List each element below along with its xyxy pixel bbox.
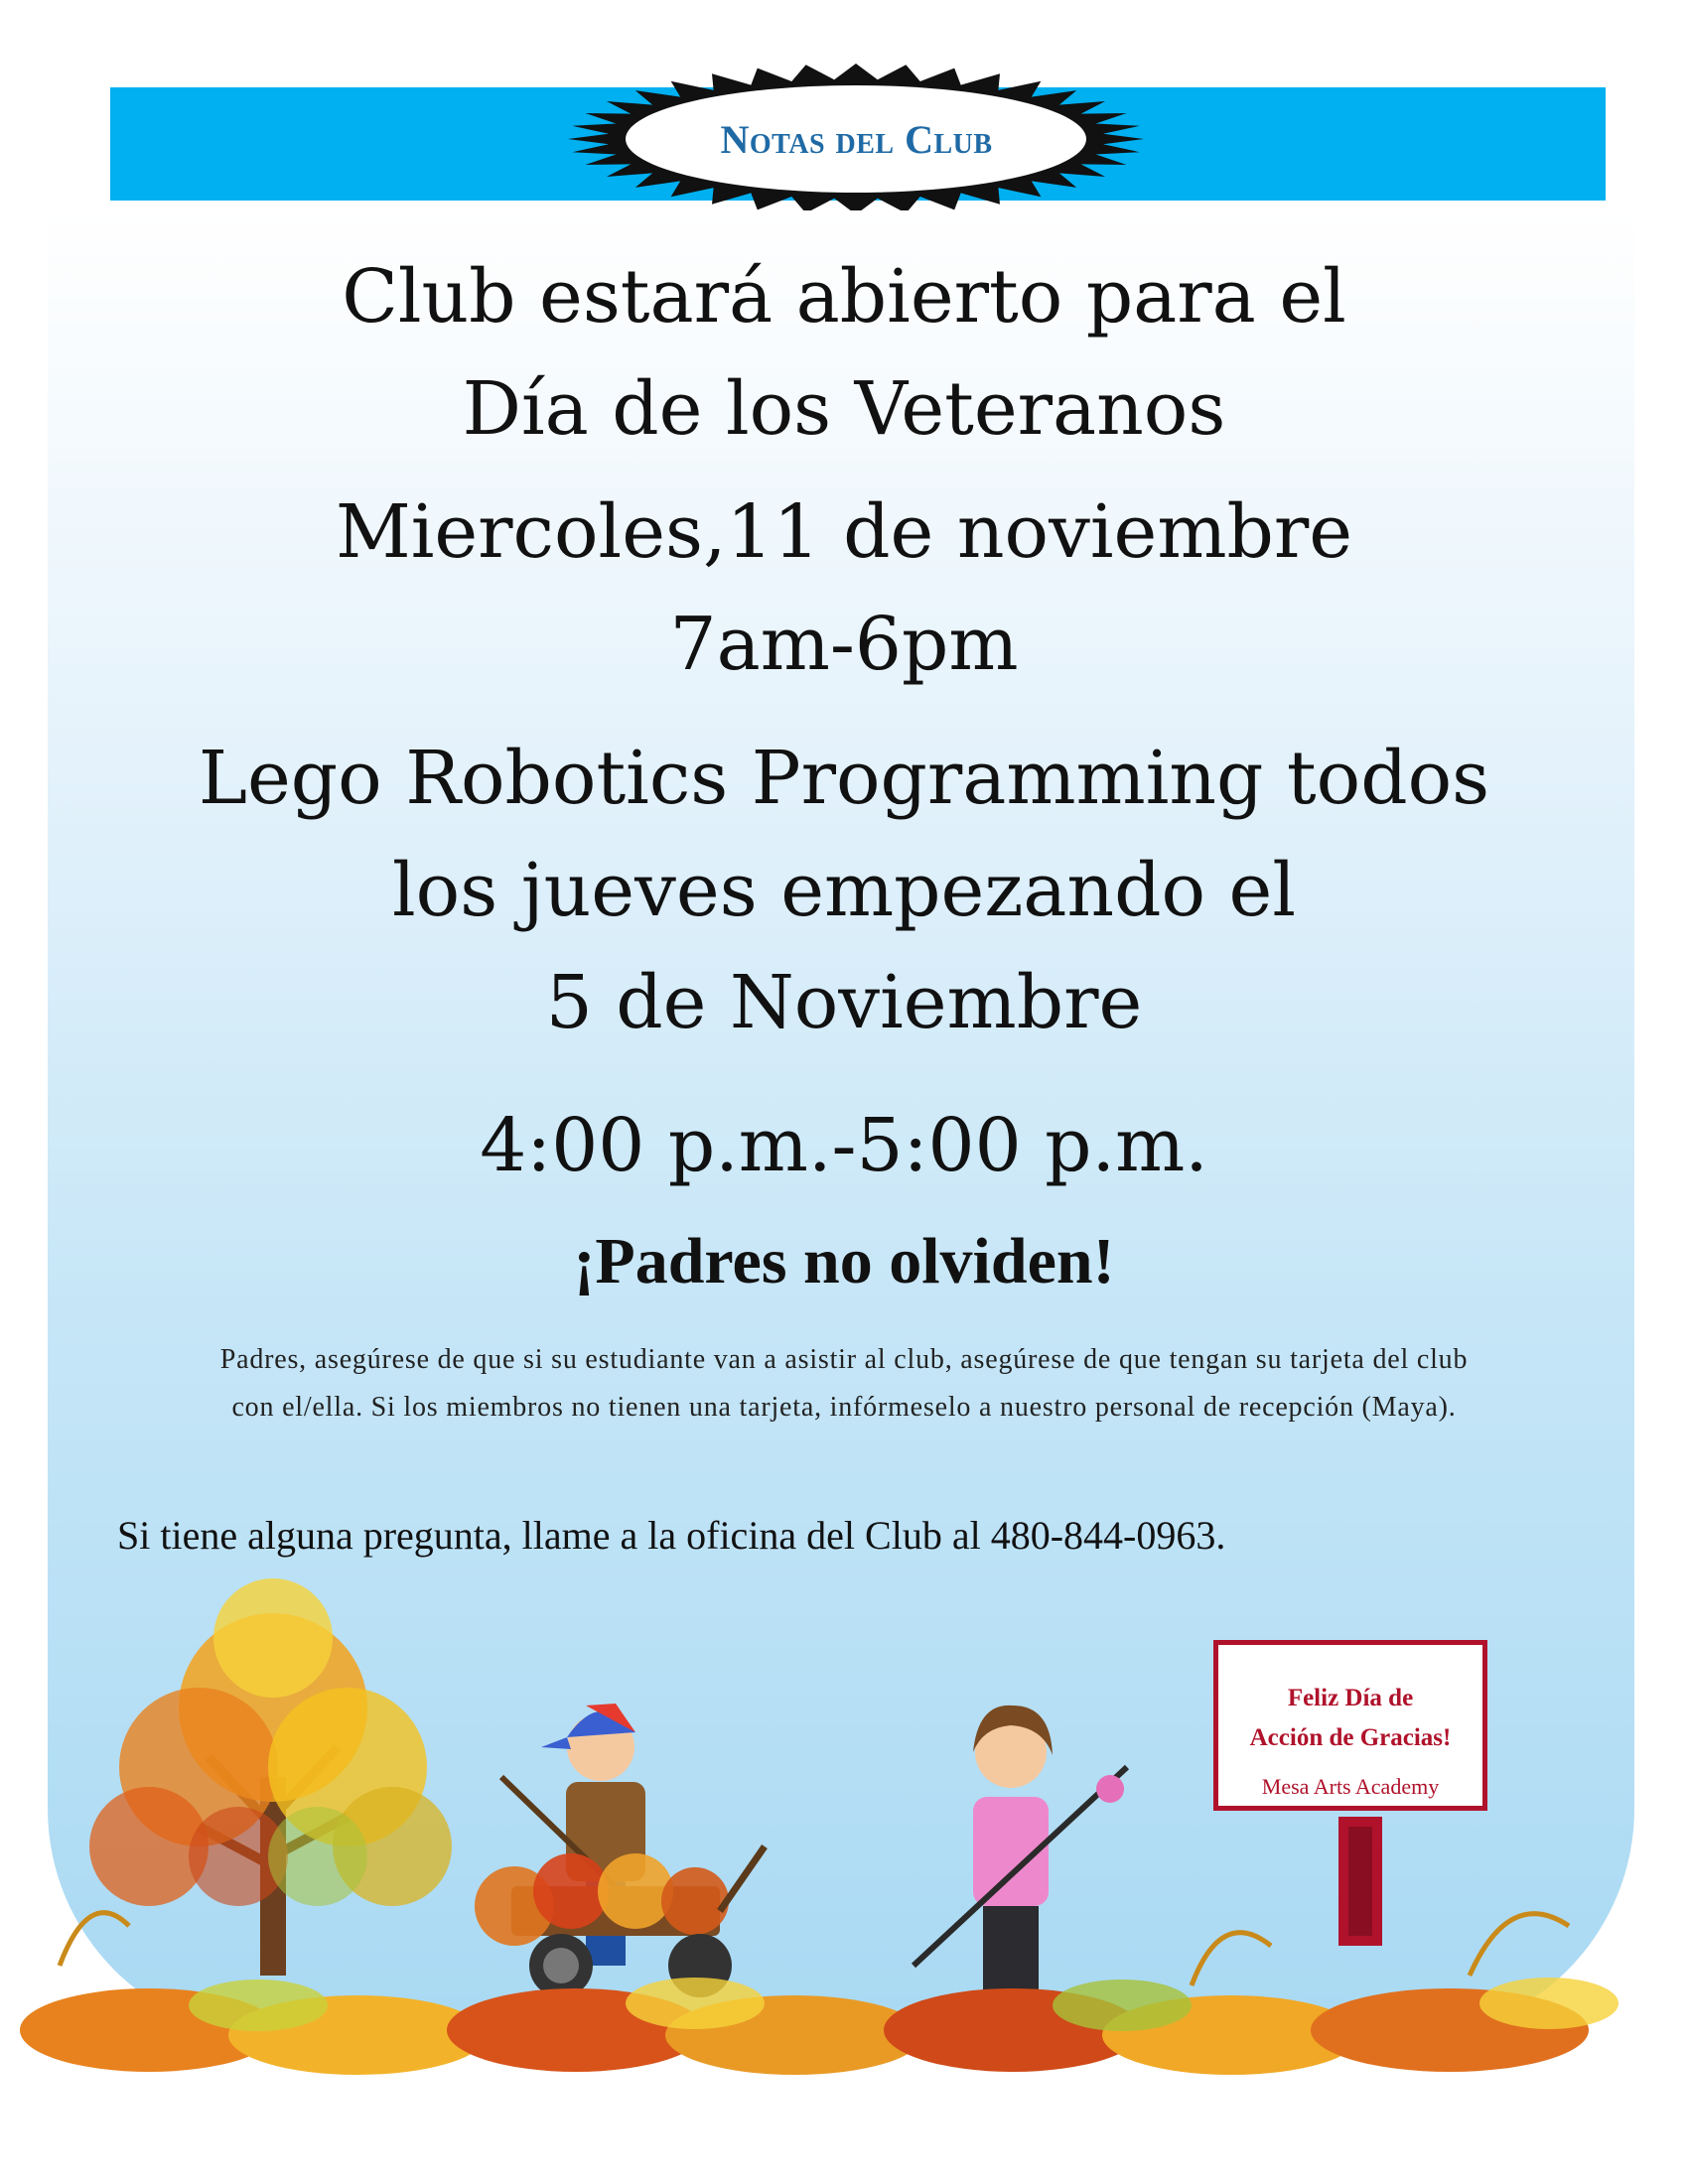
sign-greeting (1218, 1679, 1482, 1758)
sign-school-name: Mesa Arts Academy (1261, 1774, 1440, 1799)
headline-line-1: Club estará abierto para el (342, 254, 1346, 340)
notice-line-2: con el/ella. Si los miembros no tienen una tarjeta, infórmeselo a nuestro personal de recepción (Maya). (231, 1392, 1457, 1423)
club-notes-badge (566, 62, 1147, 216)
parents-notice (109, 1336, 1579, 1432)
robotics-line-3: 5 de Noviembre (545, 960, 1143, 1045)
sign-greeting-line-2: Acción de Gracias! (1249, 1724, 1452, 1751)
parents-reminder-title: ¡Padres no olviden! (573, 1225, 1115, 1297)
headline-line-2: Día de los Veteranos (462, 366, 1226, 452)
robotics-time (99, 1090, 1589, 1202)
robotics-time-text: 4:00 p.m.-5:00 p.m. (480, 1103, 1208, 1188)
sign-greeting-line-1: Feliz Día de (1287, 1685, 1414, 1711)
contact-info: Si tiene alguna pregunta, llame a la oficina del Club al 480-844-0963. (117, 1513, 1226, 1558)
thanksgiving-sign (1213, 1640, 1487, 1811)
boy-with-wagon-illustration (475, 1704, 765, 1997)
veterans-day-schedule (99, 477, 1589, 701)
badge-title: Notas del Club (720, 116, 993, 162)
notice-line-1: Padres, asegúrese de que si su estudiante van a asistir al club, asegúrese de que tengan su tarjeta del club (219, 1344, 1469, 1375)
girl-with-rake-illustration (914, 1706, 1127, 2015)
autumn-illustration (0, 1529, 1688, 2105)
robotics-line-2: los jueves empezando el (391, 848, 1296, 933)
event-date: Miercoles,11 de noviembre (335, 489, 1353, 575)
veterans-day-headline (99, 241, 1589, 466)
event-hours: 7am-6pm (669, 602, 1019, 687)
autumn-tree-illustration (89, 1578, 452, 1976)
robotics-announcement (99, 723, 1589, 1059)
robotics-line-1: Lego Robotics Programming todos (198, 736, 1490, 821)
